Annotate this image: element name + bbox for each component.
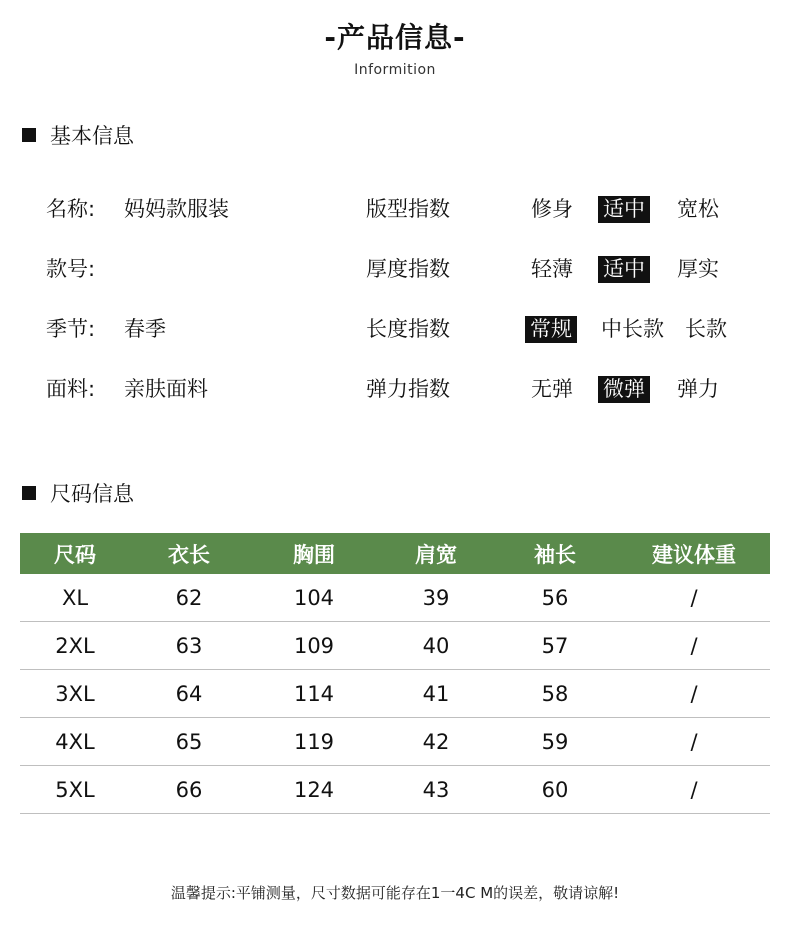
table-cell: /: [618, 766, 770, 814]
info-row-season: [0, 309, 790, 349]
table-cell: 59: [492, 718, 618, 766]
table-cell: 58: [492, 670, 618, 718]
basic-info-heading: [22, 120, 134, 150]
column-header: 胸围: [248, 533, 380, 574]
table-cell: /: [618, 718, 770, 766]
table-cell: 65: [130, 718, 248, 766]
index-option: 中长款: [601, 317, 664, 341]
table-row: [20, 622, 770, 670]
info-value: 春季: [124, 317, 166, 341]
page-header: [0, 18, 790, 78]
table-cell: 42: [380, 718, 492, 766]
table-cell: 124: [248, 766, 380, 814]
table-cell: 66: [130, 766, 248, 814]
page-subtitle: Informition: [354, 62, 436, 78]
index-option: 宽松: [677, 197, 719, 221]
info-value: 妈妈款服装: [124, 197, 229, 221]
measurement-note: 温馨提示:平铺测量，尺寸数据可能存在1一4C M的误差，敬请谅解!: [170, 884, 620, 902]
info-label: 款号:: [46, 257, 96, 281]
index-option-selected: 适中: [598, 196, 650, 223]
info-row-style-no: [0, 249, 790, 289]
index-label: 弹力指数: [366, 377, 450, 401]
table-cell: 3XL: [20, 670, 130, 718]
table-header-row: [20, 533, 770, 574]
page-title: -产品信息-: [324, 21, 466, 54]
table-cell: 2XL: [20, 622, 130, 670]
basic-info-title: 基本信息: [50, 124, 134, 148]
table-cell: 109: [248, 622, 380, 670]
square-bullet-icon: [22, 128, 36, 142]
index-option: 长款: [685, 317, 727, 341]
column-header: 肩宽: [380, 533, 492, 574]
table-cell: 4XL: [20, 718, 130, 766]
info-row-fabric: [0, 369, 790, 409]
column-header: 衣长: [130, 533, 248, 574]
table-row: [20, 718, 770, 766]
table-row: [20, 670, 770, 718]
table-cell: 40: [380, 622, 492, 670]
table-cell: 56: [492, 574, 618, 622]
table-cell: 57: [492, 622, 618, 670]
table-cell: 62: [130, 574, 248, 622]
info-label: 季节:: [46, 317, 96, 341]
index-option: 无弹: [531, 377, 573, 401]
index-option-selected: 微弹: [598, 376, 650, 403]
column-header: 袖长: [492, 533, 618, 574]
size-table: [20, 533, 770, 814]
index-option-selected: 常规: [525, 316, 577, 343]
info-label: 面料:: [46, 377, 96, 401]
table-row: [20, 766, 770, 814]
table-cell: /: [618, 574, 770, 622]
table-row: [20, 574, 770, 622]
info-row-name: [0, 189, 790, 229]
table-cell: 60: [492, 766, 618, 814]
size-info-title: 尺码信息: [50, 482, 134, 506]
table-cell: 41: [380, 670, 492, 718]
index-label: 厚度指数: [366, 257, 450, 281]
table-cell: /: [618, 622, 770, 670]
index-label: 版型指数: [366, 197, 450, 221]
column-header: 尺码: [20, 533, 130, 574]
index-option: 弹力: [677, 377, 719, 401]
table-cell: 119: [248, 718, 380, 766]
table-cell: 64: [130, 670, 248, 718]
table-cell: 104: [248, 574, 380, 622]
info-value: 亲肤面料: [124, 377, 208, 401]
square-bullet-icon: [22, 486, 36, 500]
index-option: 轻薄: [531, 257, 573, 281]
index-option: 厚实: [677, 257, 719, 281]
index-label: 长度指数: [366, 317, 450, 341]
table-cell: 43: [380, 766, 492, 814]
table-cell: 39: [380, 574, 492, 622]
table-cell: 63: [130, 622, 248, 670]
size-info-heading: [22, 478, 134, 508]
index-option: 修身: [531, 197, 573, 221]
table-cell: 5XL: [20, 766, 130, 814]
info-label: 名称:: [46, 197, 96, 221]
table-cell: 114: [248, 670, 380, 718]
table-cell: XL: [20, 574, 130, 622]
column-header: 建议体重: [618, 533, 770, 574]
index-option-selected: 适中: [598, 256, 650, 283]
table-cell: /: [618, 670, 770, 718]
